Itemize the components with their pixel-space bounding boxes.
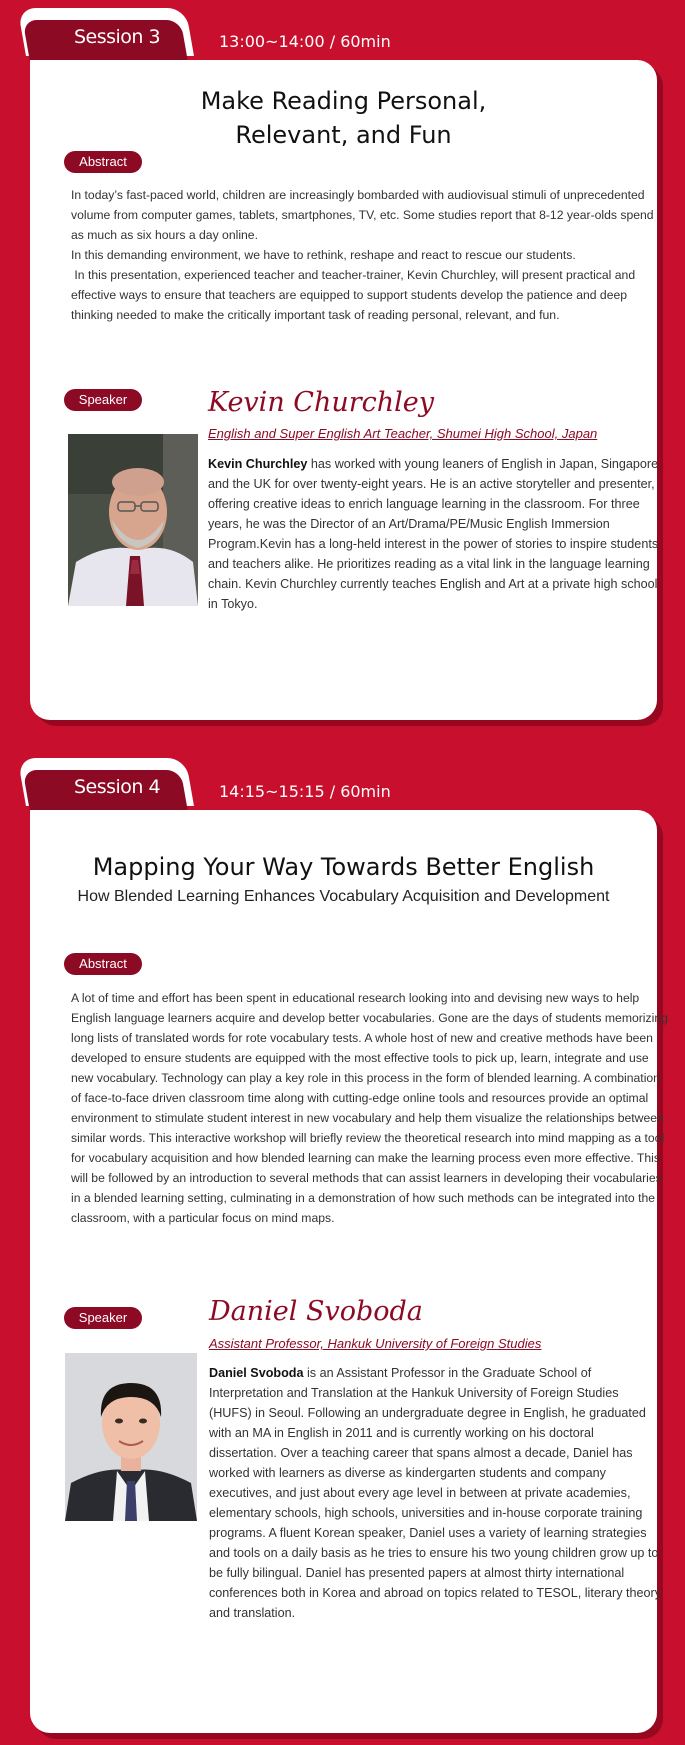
portrait-image xyxy=(65,1353,197,1521)
session-label: Session 4 xyxy=(73,776,161,798)
speaker-label: Speaker xyxy=(64,1307,142,1329)
abstract-text: In today’s fast-paced world, children are increasingly bombarded with audiovisual stimuli of unprecedented volume from computer games, tablets, smartphones, TV, etc. Some studies report that 8-12 year-olds spend as much as six hours a day online. In this demanding environment, we have to rethink, reshape and react to rescue our students. In this presentation, experienced teacher and teacher-trainer, Kevin Churchley, will present practical and effective ways to ensure that teachers are equipped to support students develop the patience and deep thinking needed to make the critically important task of reading personal, relevant, and fun. xyxy=(71,188,654,322)
session-subtitle: How Blended Learning Enhances Vocabulary Acquisition and Development xyxy=(77,888,610,905)
bio-name: Daniel Svoboda xyxy=(209,1366,304,1380)
session-3 xyxy=(0,8,685,728)
session-card xyxy=(30,60,662,720)
speaker-bio xyxy=(209,1363,663,1623)
speaker-name: Daniel Svoboda xyxy=(209,1296,423,1327)
abstract-label: Abstract xyxy=(64,151,142,173)
speaker-bio xyxy=(208,454,662,614)
session-title: Mapping Your Way Towards Better English xyxy=(92,853,595,881)
speaker-role: Assistant Professor, Hankuk University of Foreign Studies xyxy=(209,1336,542,1351)
session-4 xyxy=(0,758,685,1738)
session-label: Session 3 xyxy=(73,26,161,48)
portrait-image xyxy=(68,434,198,606)
bio-name: Kevin Churchley xyxy=(208,457,308,471)
abstract-text: A lot of time and effort has been spent in educational research looking into and devising new ways to help English language learners acquire and develop better vocabularies. Gone are the days of students memorizing long lists of translated words for rote vocabulary tests. A whole host of new and creative methods have been developed to ensure students are equipped with the most effective tools to pick up, learn, integrate and use new vocabulary. Technology can play a key role in this process in the form of blended learning. A combination of face-to-face driven classroom time along with cutting-edge online tools and resources provide an optimal environment to stimulate student interest in new vocabulary and help them visualize the relationships between similar words. This interactive workshop will briefly review the theoretical research into mind mapping as a tool for vocabulary acquisition and how blended learning can make the learning process even more effective. This will be followed by an introduction to several methods that can assist learners in developing their vocabularies in a blended learning setting, culminating in a demonstration of how such methods can be integrated into the classroom, with a particular focus on mind maps. xyxy=(71,991,668,1225)
speaker-photo xyxy=(65,1353,197,1521)
speaker-label: Speaker xyxy=(64,389,142,411)
session-time: 13:00~14:00 / 60min xyxy=(219,32,391,51)
session-card xyxy=(30,810,668,1733)
session-time: 14:15~15:15 / 60min xyxy=(219,782,391,801)
abstract-label: Abstract xyxy=(64,953,142,975)
speaker-photo xyxy=(68,434,198,606)
speaker-role: English and Super English Art Teacher, Shumei High School, Japan xyxy=(208,426,598,441)
bio-text: has worked with young leaners of English in Japan, Singapore, and the UK for over twenty-eight years. He is an active storyteller and presenter, offering creative ideas to enrich language learning in the classroom. For three years, he was the Director of an Art/Drama/PE/Music English Immersion Program.Kevin has a long-held interest in the power of stories to inspire students and teachers alike. He prioritizes reading as a vital link in the language learning chain. Kevin Churchley currently teaches English and Art at a private high school in Tokyo. xyxy=(208,457,662,611)
session-title: Make Reading Personal, Relevant, and Fun xyxy=(200,87,487,149)
speaker-name: Kevin Churchley xyxy=(208,387,435,418)
bio-text: is an Assistant Professor in the Graduate School of Interpretation and Translation at the Hankuk University of Foreign Studies (HUFS) in Seoul. Following an undergraduate degree in English, he graduated with an MA in English in 2011 and is currently working on his doctoral dissertation. Over a teaching career that spans almost a decade, Daniel has worked with learners as diverse as kindergarten students and company executives, and just about every age level in between at private academies, elementary schools, high schools, universities and in-house corporate training programs. A fluent Korean speaker, Daniel uses a variety of learning strategies and tools on a daily basis as he tries to ensure his two young children grow up to be fully bilingual. Daniel has presented papers at almost thirty international conferences both in Korea and abroad on topics related to TESOL, literary theory and translation. xyxy=(209,1366,662,1620)
